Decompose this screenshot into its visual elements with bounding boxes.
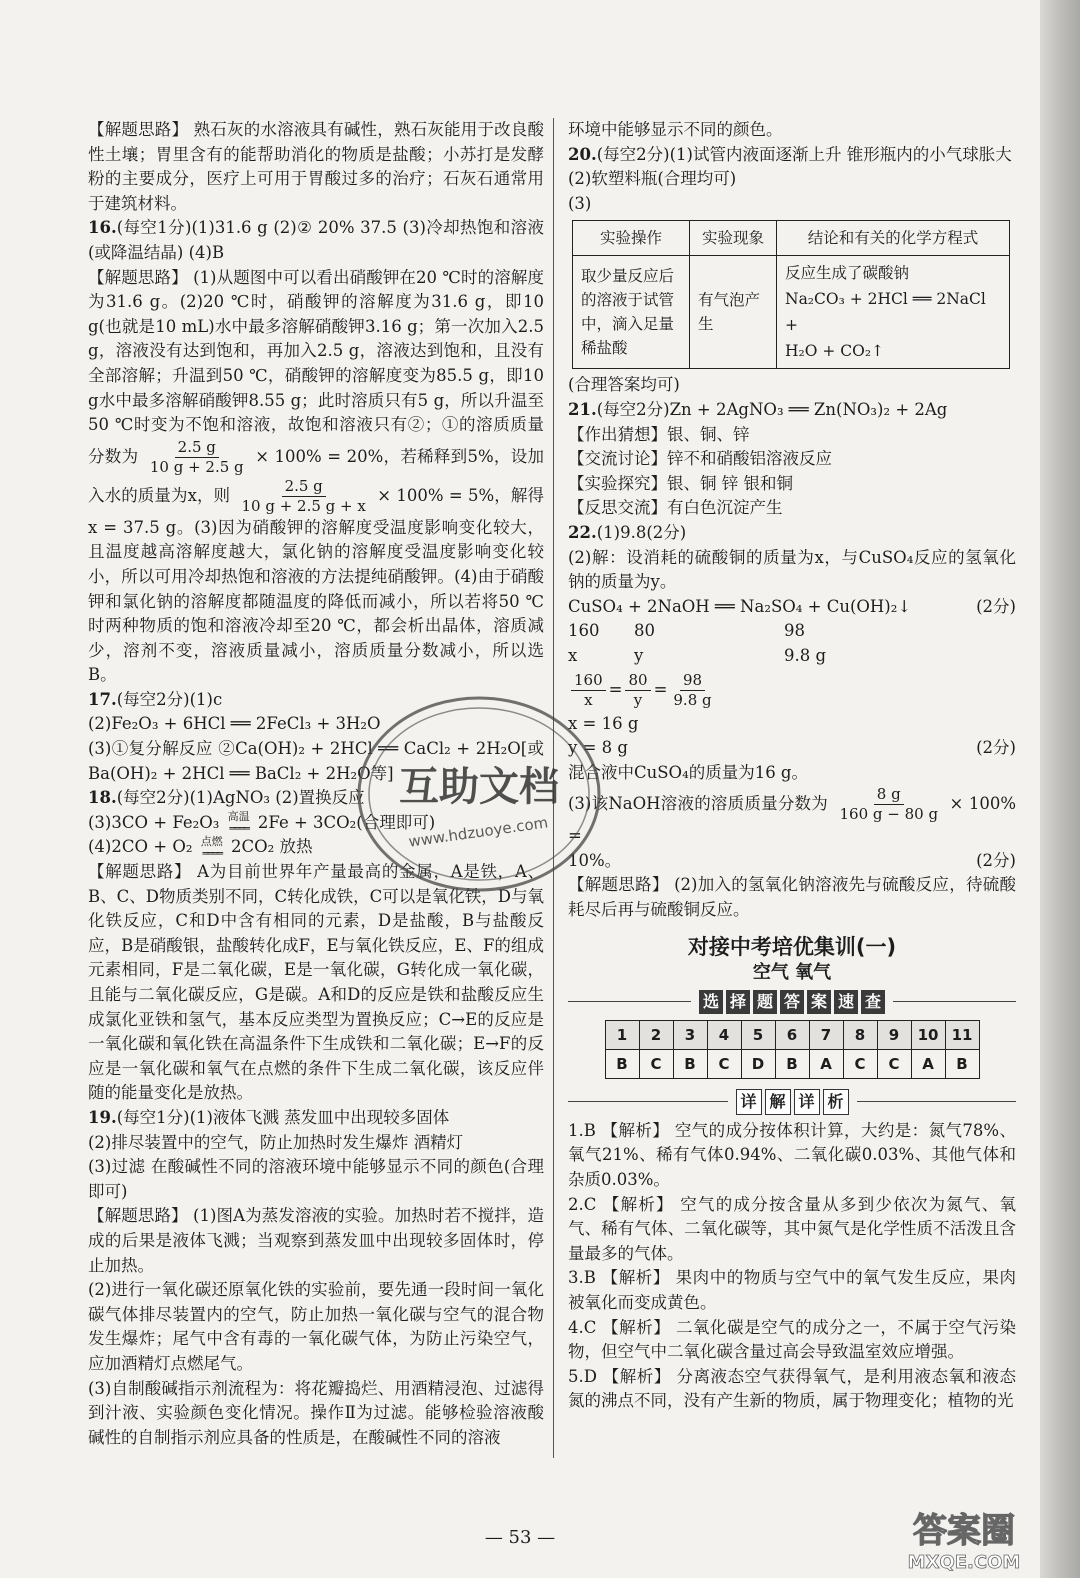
watermark-stamp <box>352 692 606 896</box>
table-row <box>573 256 1010 369</box>
logo-text: 答案圈 <box>913 1511 1015 1551</box>
q18-answer: 18.(每空2分)(1)AgNO₃ (2)置换反应 <box>88 788 365 808</box>
q21-answer: 21.(每空2分)Zn + 2AgNO₃ ══ Zn(NO₃)₂ + 2Ag <box>568 399 948 419</box>
q22-x: x = 16 g <box>568 713 639 733</box>
q22-y: y = 8 g (2分) <box>568 738 1016 758</box>
q19-answer: 19.(每空1分)(1)液体飞溅 蒸发皿中出现较多固体 <box>88 1107 450 1127</box>
table-row: B C B C D B A C C A B <box>605 1049 979 1078</box>
experiment-table <box>572 220 1010 369</box>
q21-line4: 【实验探究】银、铜 锌 银和铜 <box>568 473 793 493</box>
table-cell: 取少量反应后的溶液于试管中，滴入足量稀盐酸 <box>573 256 690 369</box>
analysis-4: 4.C 【解析】 二氧化碳是空气的成分之一，不属于空气污染物，但空气中二氧化碳含量过高会导致温室效应增强。 <box>568 1317 1016 1362</box>
fraction: $\frac{2.5 g}{10 g + 2.5 g}$ <box>149 437 244 476</box>
q20-note: (合理答案均可) <box>568 375 680 395</box>
page-edge <box>1040 0 1080 1578</box>
q18-line2: (3)3CO + Fe₂O₃ 高温 ════ 2Fe + 3CO₂(合理即可) <box>88 810 436 836</box>
section-title: 对接中考培优集训(一) <box>687 934 897 959</box>
q18-explanation: 【解题思路】 A为目前世界年产量最高的金属，A是铁，A、B、C、D物质类别不同，C转化成铁，C可以是氧化铁，D与氧化铁反应，C和D中含有相同的元素，D是盐酸，B与盐酸反应，B是硝酸银，盐酸转化成F，E与氧化铁反应，E、F的组成元素相同，F是二氧化碳，E是一氧化碳，G转化成一氧化碳，且能与二氧化碳反应，G是碳。A和D的反应是铁和盐酸反应生成氯化亚铁和氢气，基本反应类型为置换反应；C→E的反应是一氧化碳和氧化铁在高温条件下生成铁和二氧化碳；E→F的反应是一氧化碳和氧气在点燃的条件下生成二氧化碳，该反应伴随的能量变化是放热。 <box>88 862 544 1103</box>
logo-url: MXQE.COM <box>907 1552 1021 1573</box>
q22-answer: 22.(1)9.8(2分) <box>568 522 687 542</box>
right-column <box>568 118 1016 1414</box>
reaction-condition: 点燃 ════ <box>200 834 223 860</box>
analysis-1: 1.B 【解析】 空气的成分按体积计算，大约是：氮气78%、氧气21%、稀有气体0.94%、二氧化碳0.03%、其他气体和杂质0.03%。 <box>568 1120 1016 1190</box>
section-subtitle: 空气 氧气 <box>752 962 832 984</box>
table-cell: 有气泡产生 <box>690 256 777 369</box>
q22-line3: (3)该NaOH溶液的溶质质量分数为 $\frac{8 g}{160 g - 80 g}$ × 100% = <box>568 785 1016 846</box>
q21-line3: 【交流讨论】锌不和硝酸铝溶液反应 <box>568 449 832 469</box>
q19-explanation-1: 【解题思路】 (1)图A为蒸发溶液的实验。加热时若不搅拌，造成的后果是液体飞溅；当观察到蒸发皿中出现较多固体时，停止加热。 <box>88 1206 544 1275</box>
q21-line2: 【作出猜想】银、铜、锌 <box>568 424 750 444</box>
q15-explanation: 【解题思路】 熟石灰的水溶液具有碱性，熟石灰能用于改良酸性土壤；胃里含有的能帮助消化的物质是盐酸；小苏打是发酵粉的主要成分，医疗上可用于胃酸过多的治疗；石灰石通常用于建筑材料。 <box>88 120 544 213</box>
q17-line2: (2)Fe₂O₃ + 6HCl ══ 2FeCl₃ + 3H₂O <box>88 714 381 734</box>
reaction-condition: 高温 ════ <box>227 810 250 836</box>
analysis-3: 3.B 【解析】 果肉中的物质与空气中的氧气发生反应，果肉被氧化而变成黄色。 <box>568 1268 1016 1312</box>
q22-line2: (2)解：设消耗的硫酸铜的质量为x，与CuSO₄反应的氢氧化钠的质量为y。 <box>568 547 1016 592</box>
q22-line4: 10%。 (2分) <box>568 850 1016 870</box>
table-header: 实验现象 <box>690 221 777 256</box>
q22-explanation: 【解题思路】 (2)加入的氢氧化钠溶液先与硫酸反应，待硫酸耗尽后再与硫酸铜反应。 <box>568 875 1016 920</box>
q18-line3: (4)2CO + O₂ 点燃 ════ 2CO₂ 放热 <box>88 834 313 860</box>
q22-masses-2: x y 9.8 g <box>568 645 827 665</box>
q16-answer: 16.(每空1分)(1)31.6 g (2)② 20% 37.5 (3)冷却热饱和溶液(或降温结晶) (4)B <box>88 218 544 262</box>
q19-explanation-3: (3)自制酸碱指示剂流程为：将花瓣捣烂、用酒精浸泡、过滤得到汁液、实验颜色变化情况。操作Ⅱ为过滤。能够检验溶液酸碱性的自制指示剂应具备的性质是，在酸碱性不同的溶液 <box>88 1378 544 1447</box>
q22-masses-1: 160 80 98 <box>568 621 805 641</box>
q20-line2: (2)软塑料瓶(合理均可) <box>568 169 737 189</box>
q20-answer: 20.(每空2分)(1)试管内液面逐渐上升 锥形瓶内的小气球胀大 <box>568 144 1012 164</box>
q20-line3: (3) <box>568 193 592 213</box>
stamp-url: www.hdzuoye.com <box>407 813 550 851</box>
q17-answer: 17.(每空2分)(1)c <box>88 689 223 709</box>
answer-key-banner: 选 择 题 答 案 速 查 <box>568 990 1016 1014</box>
site-logo <box>894 1500 1034 1574</box>
table-row: 1 2 3 4 5 6 7 8 9 10 11 <box>605 1020 979 1049</box>
q17-line3: (3)①复分解反应 ②Ca(OH)₂ + 2HCl ══ CaCl₂ + 2H₂O[或Ba(OH)₂ + 2HCl ══ BaCl₂ + 2H₂O等] <box>88 739 544 783</box>
q22-mix: 混合液中CuSO₄的质量为16 g。 <box>568 762 808 782</box>
table-header: 实验操作 <box>573 221 690 256</box>
answer-key-table <box>605 1020 980 1079</box>
q19-continuation: 环境中能够显示不同的颜色。 <box>568 120 783 139</box>
q19-line2: (2)排尽装置中的空气，防止加热时发生爆炸 酒精灯 <box>88 1132 464 1152</box>
q22-equation: CuSO₄ + 2NaOH ══ Na₂SO₄ + Cu(OH)₂↓ (2分) <box>568 596 1016 616</box>
analysis-2: 2.C 【解析】 空气的成分按含量从多到少依次为氮气、氧气、稀有气体、二氧化碳等，其中氮气是化学性质不活泼且含量最多的气体。 <box>568 1194 1016 1263</box>
fraction: $\frac{2.5 g}{10 g + 2.5 g + x}$ <box>241 476 366 515</box>
q19-line3: (3)过滤 在酸碱性不同的溶液环境中能够显示不同的颜色(合理即可) <box>88 1157 544 1201</box>
table-header-row <box>573 221 1010 256</box>
q22-ratio: $\frac{160}{x}$ = $\frac{80}{y}$ = $\frac{98}{9.8 g}$ <box>568 671 1016 710</box>
table-header: 结论和有关的化学方程式 <box>777 221 1010 256</box>
detailed-analysis-banner: 详 解 详 析 <box>568 1089 1016 1115</box>
q16-explanation: 【解题思路】 (1)从题图中可以看出硝酸钾在20 ℃时的溶解度为31.6 g。(2)20 ℃时，硝酸钾的溶解度为31.6 g，即10 g(也就是10 mL)水中最多溶解硝酸钾3.16 g；第一次加入2.5 g，溶液没有达到饱和，再加入2.5 g，溶液达到饱和，且没有全部溶解；升温到50 ℃，硝酸钾的溶解度变为85.5 g，即10 g水中最多溶解硝酸钾8.55 g；此时溶质只有5 g，所以升温至50 ℃时变为不饱和溶液，故饱和溶液只有②；①的溶质质量分数为 $\frac{2.5 g}{10 g + 2.5 g}$ × 100% = 20%，若稀释到5%，设加入水的质量为x，则 $\frac{2.5 g}{10 g + 2.5 g + x}$ × 100% = 5%，解得 x = 37.5 g。(3)因为硝酸钾的溶解度受温度影响变化较大，且温度越高溶解度越大，氯化钠的溶解度受温度影响变化较小，所以可用冷却热饱和溶液的方法提纯硝酸钾。(4)由于硝酸钾和氯化钠的溶解度都随温度的降低而减小，所以若将50 ℃时两种物质的饱和溶液冷却至20 ℃，都会析出晶体，溶质减少，溶剂不变，溶液质量减小，溶质质量分数减小，所以选B。 <box>88 267 544 685</box>
table-cell: 反应生成了碳酸钠 Na₂CO₃ + 2HCl ══ 2NaCl + H₂O + CO₂↑ <box>777 256 1010 369</box>
q19-explanation-2: (2)进行一氧化碳还原氧化铁的实验前，要先通一段时间一氧化碳气体排尽装置内的空气，防止加热一氧化碳与空气的混合物发生爆炸；尾气中含有毒的一氧化碳气体，为防止污染空气，应加酒精灯点燃尾气。 <box>88 1280 544 1373</box>
page-number: — 53 — <box>484 1527 556 1548</box>
q21-line5: 【反思交流】有白色沉淀产生 <box>568 498 783 518</box>
stamp-text: 互助文档 <box>399 764 559 810</box>
analysis-5: 5.D 【解析】 分离液态空气获得氧气，是利用液态氧和液态氮的沸点不同，没有产生新的物质，属于物理变化；植物的光 <box>568 1366 1016 1411</box>
